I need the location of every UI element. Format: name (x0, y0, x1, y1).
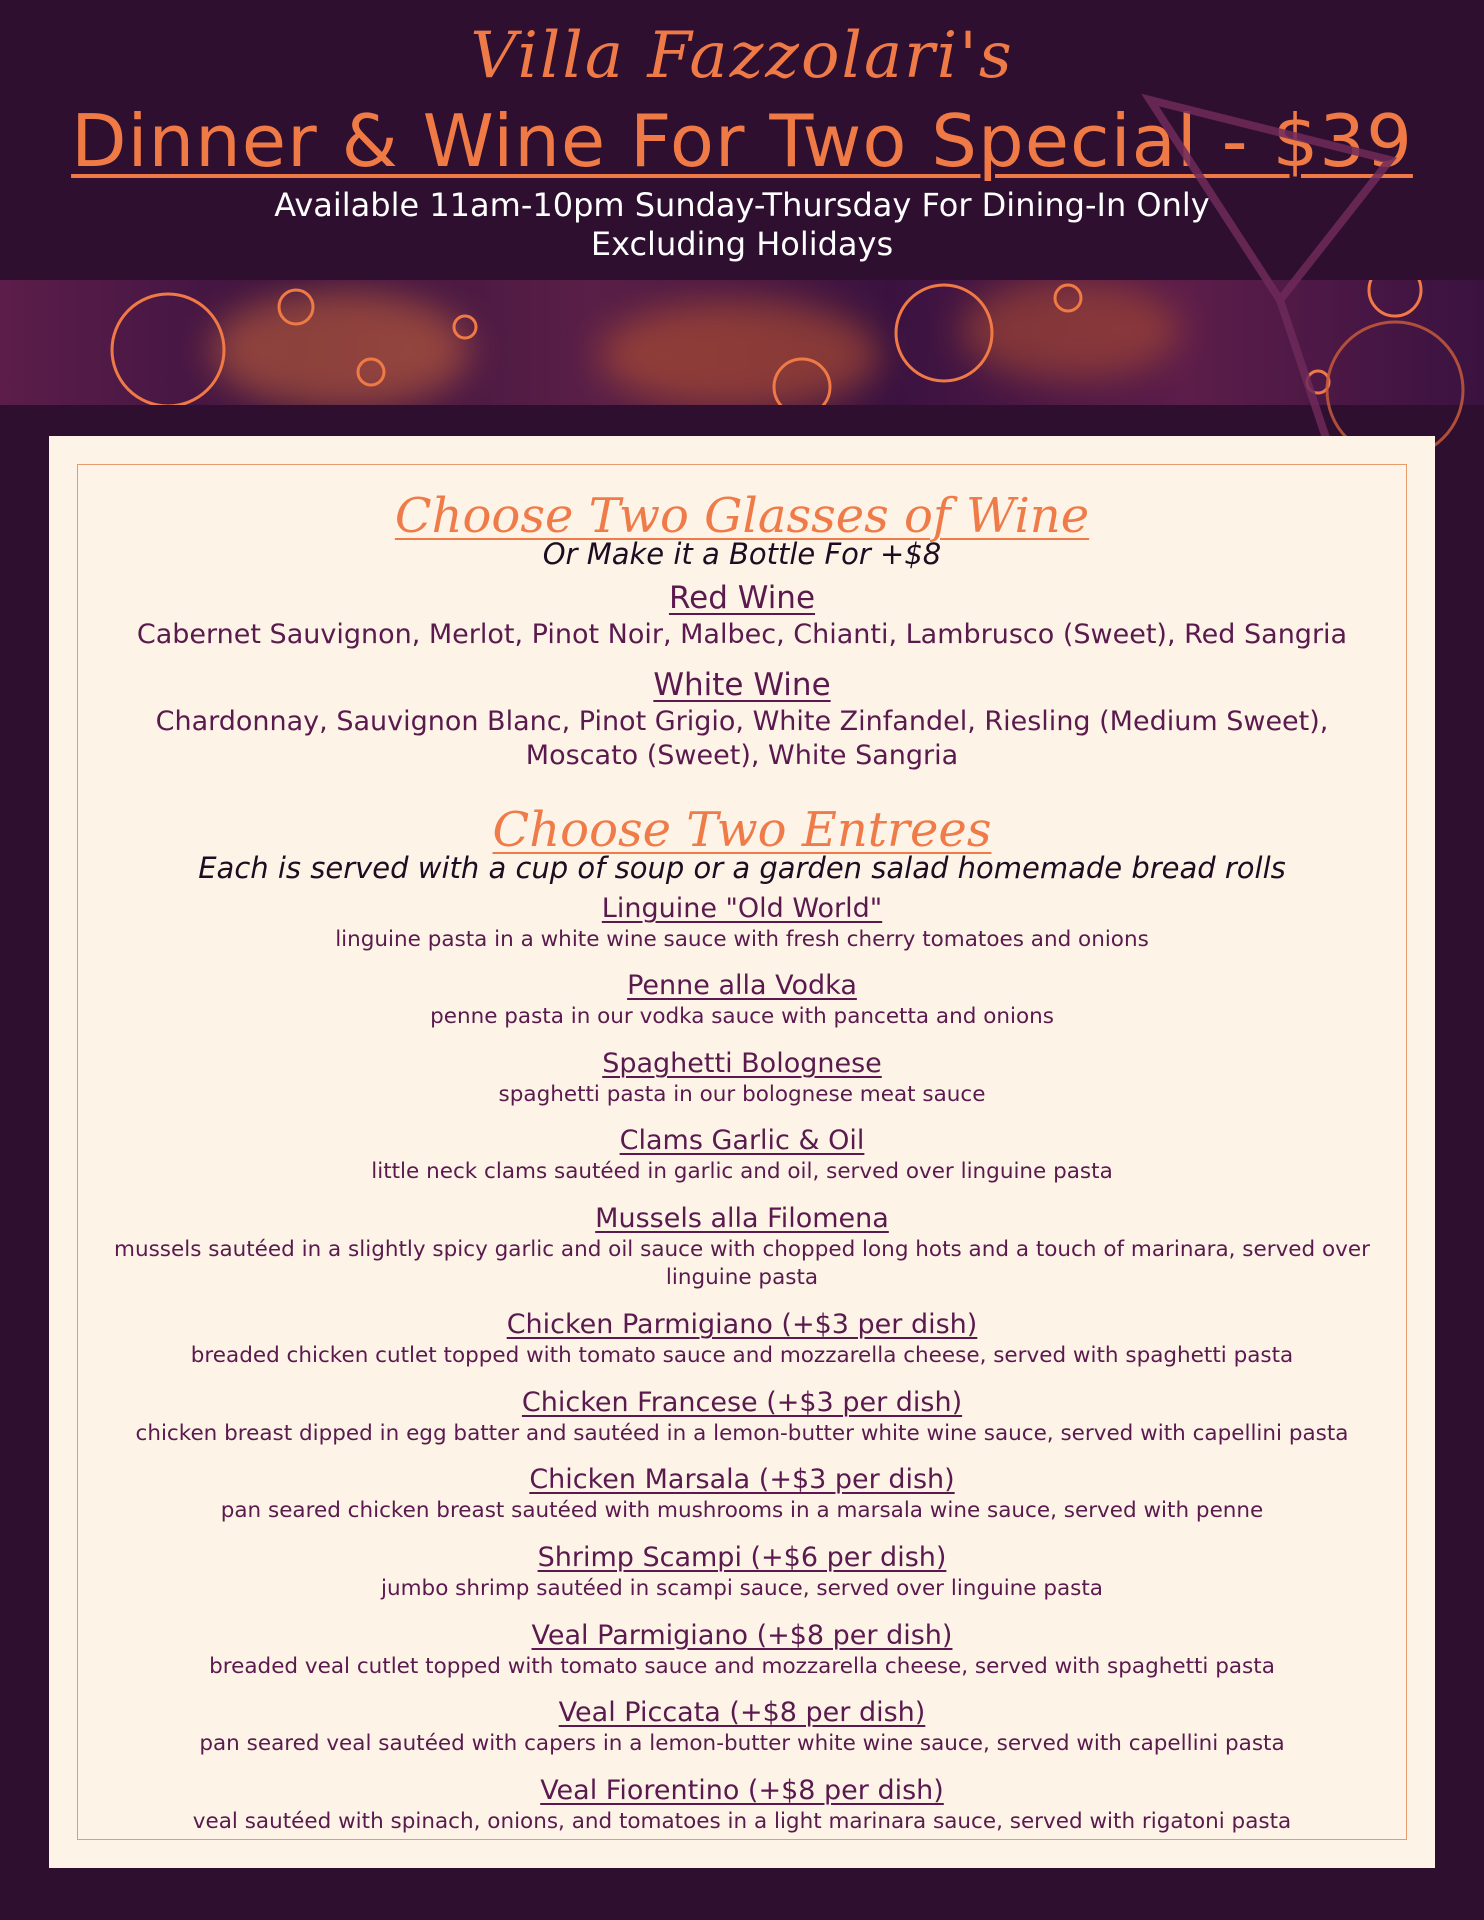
entree-name: Linguine "Old World" (601, 893, 883, 924)
entree-name: Veal Parmigiano (+$8 per dish) (531, 1620, 953, 1651)
entree-description: mussels sautéed in a slightly spicy garlic and oil sauce with chopped long hots and a touch of marinara, served over linguine pasta (114, 1237, 1370, 1290)
restaurant-name: Villa Fazzolari's (470, 19, 1014, 93)
entree-item (89, 1124, 1395, 1186)
special-title: Dinner & Wine For Two Special - $39 (71, 99, 1413, 183)
entree-description: spaghetti pasta in our bolognese meat sauce (498, 1082, 986, 1107)
entree-description: breaded veal cutlet topped with tomato sauce and mozzarella cheese, served with spaghetti pasta (209, 1654, 1275, 1679)
menu-card (49, 436, 1435, 1868)
availability-line-1: Available 11am-10pm Sunday-Thursday For Dining-In Only (274, 186, 1210, 224)
entree-name: Mussels alla Filomena (595, 1203, 889, 1234)
entrees-heading: Choose Two Entrees (492, 802, 992, 858)
entree-name: Shrimp Scampi (+$6 per dish) (537, 1542, 947, 1573)
red-wine-list: Cabernet Sauvignon, Merlot, Pinot Noir, Malbec, Chianti, Lambrusco (Sweet), Red Sangria (136, 619, 1348, 650)
entree-description: chicken breast dipped in egg batter and sautéed in a lemon-butter white wine sauce, served with capellini pasta (135, 1421, 1349, 1446)
entree-item (89, 1047, 1395, 1109)
entree-description: linguine pasta in a white wine sauce with fresh cherry tomatoes and onions (335, 927, 1149, 952)
entree-description: jumbo shrimp sautéed in scampi sauce, served over linguine pasta (381, 1576, 1103, 1601)
entree-item (89, 1696, 1395, 1758)
entree-description: little neck clams sautéed in garlic and oil, served over linguine pasta (371, 1159, 1113, 1184)
wine-heading: Choose Two Glasses of Wine (394, 488, 1090, 544)
entree-name: Penne alla Vodka (627, 970, 857, 1001)
entree-description: pan seared veal sautéed with capers in a lemon-butter white wine sauce, served with capellini pasta (199, 1731, 1285, 1756)
entree-item (89, 1619, 1395, 1681)
entree-name: Chicken Francese (+$3 per dish) (521, 1387, 963, 1418)
white-wine-list: Chardonnay, Sauvignon Blanc, Pinot Grigio, White Zinfandel, Riesling (Medium Sweet), Moscato (Sweet), White Sangria (155, 706, 1329, 771)
entree-description: veal sautéed with spinach, onions, and tomatoes in a light marinara sauce, served with rigatoni pasta (192, 1809, 1292, 1834)
red-wine-title: Red Wine (668, 580, 816, 616)
entrees-subheading: Each is served with a cup of soup or a garden salad homemade bread rolls (198, 851, 1286, 885)
entree-name: Veal Piccata (+$8 per dish) (558, 1697, 926, 1728)
entree-item (89, 1386, 1395, 1448)
white-wine-title: White Wine (653, 667, 831, 703)
entree-description: pan seared chicken breast sautéed with mushrooms in a marsala wine sauce, served with penne (220, 1498, 1264, 1523)
entree-item (89, 1463, 1395, 1525)
entree-name: Chicken Parmigiano (+$3 per dish) (506, 1309, 978, 1340)
availability-line-2: Excluding Holidays (590, 225, 894, 263)
entree-item (89, 1541, 1395, 1603)
entree-name: Veal Fiorentino (+$8 per dish) (540, 1775, 944, 1806)
entree-name: Spaghetti Bolognese (602, 1048, 882, 1079)
entree-item (89, 1308, 1395, 1370)
entree-description: penne pasta in our vodka sauce with pancetta and onions (430, 1004, 1054, 1029)
entree-item (89, 969, 1395, 1031)
entree-description: breaded chicken cutlet topped with tomato sauce and mozzarella cheese, served with spaghetti pasta (190, 1343, 1294, 1368)
entree-item (89, 892, 1395, 954)
wine-subheading: Or Make it a Bottle For +$8 (542, 537, 942, 571)
entree-item (89, 1202, 1395, 1292)
entree-item (89, 1774, 1395, 1836)
entree-name: Chicken Marsala (+$3 per dish) (529, 1464, 955, 1495)
entree-name: Clams Garlic & Oil (619, 1125, 865, 1156)
